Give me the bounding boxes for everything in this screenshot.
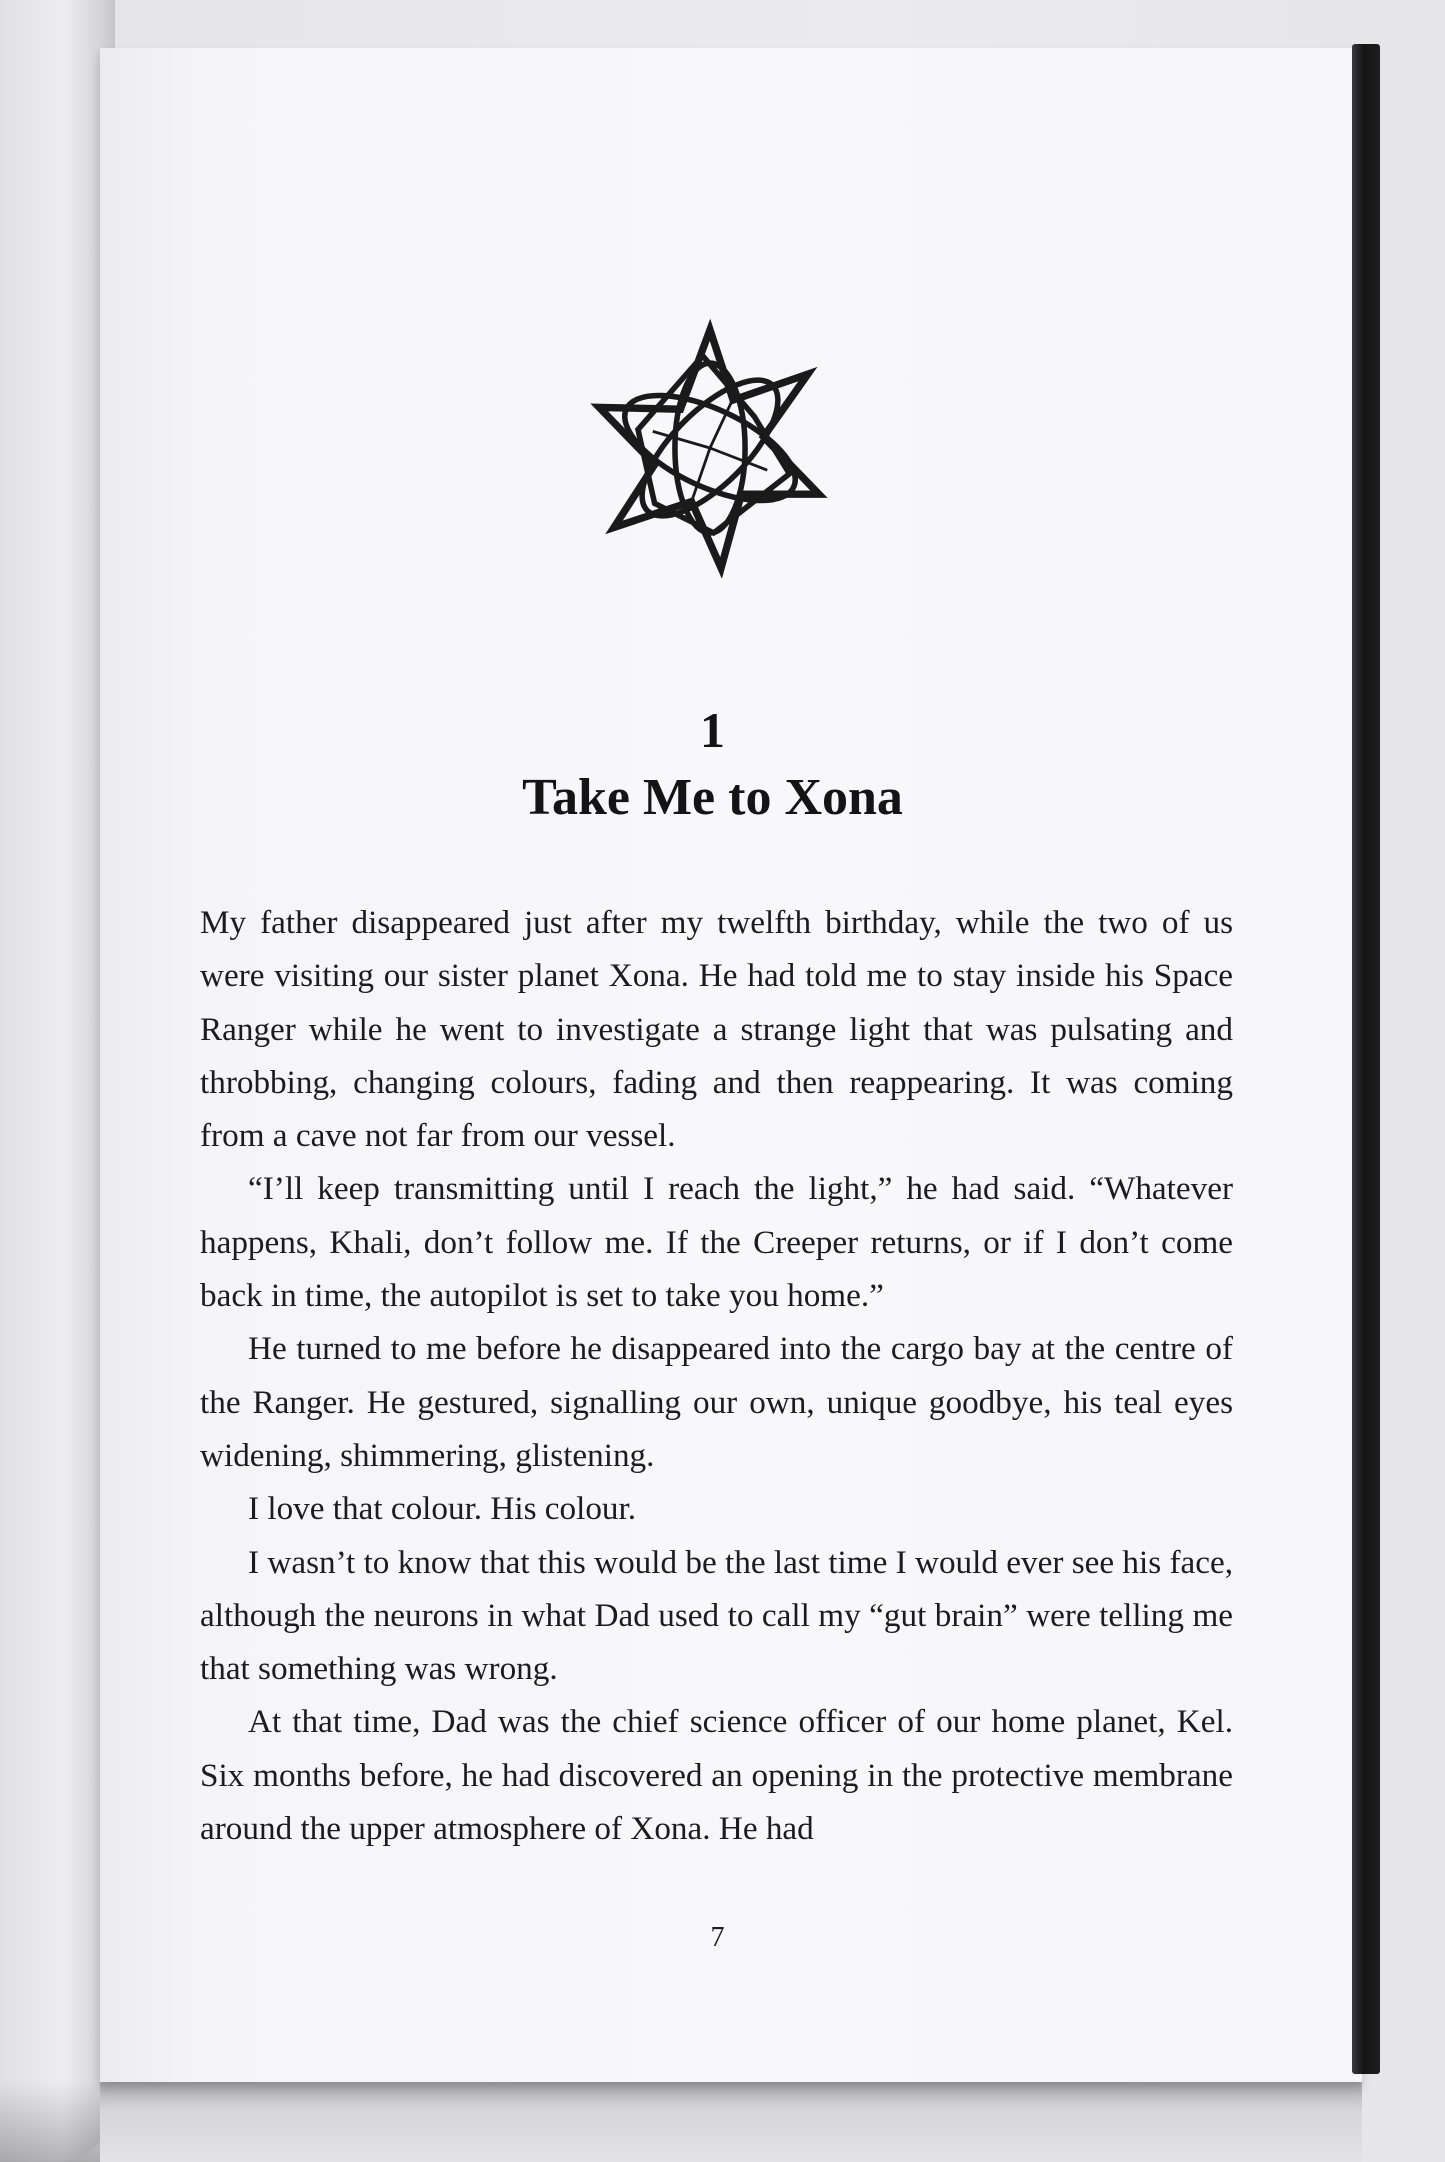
- chapter-title: Take Me to Xona: [522, 769, 903, 826]
- page-bottom-edge: [100, 2082, 1362, 2162]
- paragraph: My father disappeared just after my twelfth birthday, while the two of us were visiting our sister planet Xona. He had told me to stay inside his Space Ranger while he went to investigate a strange light that was pulsating and throbbing, changing colours, fading and then reappearing. It was coming from a cave not far from our vessel.: [200, 904, 1233, 1155]
- chapter-number: 1: [700, 702, 725, 758]
- paragraph: At that time, Dad was the chief science officer of our home planet, Kel. Six months before, he had discovered an opening in the protective membrane around the upper atmosphere of Xona. He had: [200, 1703, 1233, 1848]
- page-number: 7: [710, 1922, 725, 1953]
- book-cover-edge: [1352, 44, 1380, 2074]
- paragraph: I love that colour. His colour.: [248, 1490, 637, 1528]
- paragraph: “I’ll keep transmitting until I reach the light,” he had said. “Whatever happens, Khali, don’t follow me. If the Creeper returns, or if I don’t come back in time, the autopilot is set to take you home.”: [200, 1170, 1233, 1315]
- facing-page-shadow: [0, 2080, 115, 2162]
- paragraph: I wasn’t to know that this would be the last time I would ever see his face, although the neurons in what Dad used to call my “gut brain” were telling me that something was wrong.: [200, 1543, 1233, 1688]
- facing-page-edge: [0, 0, 115, 2162]
- body-text: [200, 896, 1233, 1855]
- star-knot-ornament-icon: [590, 318, 830, 578]
- paragraph: He turned to me before he disappeared into the cargo bay at the centre of the Ranger. He gestured, signalling our own, unique goodbye, his teal eyes widening, shimmering, glistening.: [200, 1330, 1233, 1474]
